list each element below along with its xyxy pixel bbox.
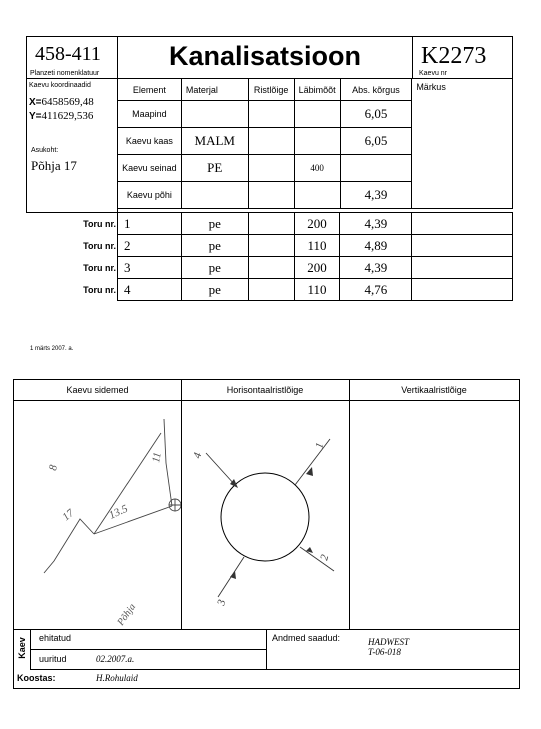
sketch-label-13-5: 13.5 [107,502,130,522]
diagram-col-divider [349,380,350,629]
built-row [30,629,267,650]
sketch-label-street: Põhja [115,601,139,628]
date-note: 1 märts 2007. a. [30,346,74,352]
map-code-label: Planzeti nomenklatuur [30,70,100,77]
element-height: 4,39 [340,182,412,209]
pipe-label: Toru nr. [83,241,116,251]
col-cross-section: Ristlõige [248,79,294,101]
pipe-material: pe [181,213,248,235]
arrow-icon [306,467,313,476]
sketch-line [44,519,94,573]
ties-sketch [14,401,181,631]
pipe-remarks [412,213,513,235]
element-height: 6,05 [340,128,412,155]
pipe-nr: 3 [118,257,182,279]
element-cross [248,101,294,128]
data-source-label: Andmed saadud: [272,633,341,643]
document-title: Kanalisatsioon [168,41,362,71]
pipe-diameter: 110 [294,235,340,257]
pipe-diameter: 200 [294,257,340,279]
element-height [340,155,412,182]
element-cross [248,128,294,155]
pipe-material: pe [181,235,248,257]
element-cross [248,182,294,209]
y-coordinate [29,110,93,122]
x-coordinate [29,96,94,108]
pipe-height: 4,39 [340,213,412,235]
compiled-row [14,669,520,687]
col-element: Element [118,79,182,101]
pipe-label: Toru nr. [83,263,116,273]
side-label-box [14,629,31,669]
pipe-num-2: 2 [318,553,332,562]
pipe-material: pe [181,279,248,301]
pipe-cross [248,235,294,257]
col-vertical-title: Vertikaalristlõige [401,385,467,395]
y-label: Y= [29,111,42,122]
pipe-num-1: 1 [313,441,327,450]
element-name: Kaevu seinad [118,155,182,182]
horizontal-section [182,401,349,631]
col-remarks: Märkus [412,79,513,209]
sketch-line [94,506,172,534]
table-row [118,257,513,279]
element-material: PE [181,155,248,182]
x-value: 6458569,48 [41,96,94,108]
col-abs-height: Abs. kõrgus [340,79,412,101]
sketch-label-8: 8 [47,464,60,472]
element-diameter: 400 [294,155,340,182]
title-box [117,36,413,79]
elements-table [117,78,513,209]
diagram-frame [13,379,520,630]
coordinates-box [26,78,118,213]
footer-block [13,629,520,689]
element-name: Kaevu kaas [118,128,182,155]
pipe-label: Toru nr. [83,285,116,295]
location-value: Põhja 17 [31,158,77,173]
data-source-box [266,629,520,670]
col-diameter: Läbimõõt [294,79,340,101]
col-horizontal-title: Horisontaalristlõige [226,385,304,395]
well-id: K2273 [421,43,487,69]
built-label: ehitatud [39,633,72,643]
table-row [118,213,513,235]
y-value: 411629,536 [41,110,94,122]
pipe-label: Toru nr. [83,219,116,229]
pipe-cross [248,279,294,301]
pipe-remarks [412,279,513,301]
sketch-label-17: 17 [60,507,77,524]
surveyed-value: 02.2007.a. [96,654,135,664]
location-label: Asukoht: [31,147,59,154]
pipe-material: pe [181,257,248,279]
pipe-cross [248,213,294,235]
compiled-label: Koostas: [17,673,56,683]
element-material [181,182,248,209]
pipe-nr: 2 [118,235,182,257]
map-code: 458-411 [35,43,101,65]
pipe-labels [40,213,116,301]
pipe-diameter: 200 [294,213,340,235]
x-label: X= [29,97,42,108]
well-id-box [412,36,513,79]
surveyed-row [30,649,267,670]
compiled-value: H.Rohulaid [96,673,138,683]
pipe-cross [248,257,294,279]
element-cross [248,155,294,182]
coords-label: Kaevu koordinaadid [29,82,91,89]
element-name: Maapind [118,101,182,128]
pipe-diameter: 110 [294,279,340,301]
pipe-num-4: 4 [191,451,205,460]
pipe-line [206,453,235,485]
col-links-title: Kaevu sidemed [66,385,129,395]
well-id-label: Kaevu nr [419,70,448,77]
element-diameter [294,101,340,128]
side-label: Kaev [17,637,27,659]
pipe-height: 4,76 [340,279,412,301]
well-circle [221,473,309,561]
element-material [181,101,248,128]
pipe-height: 4,39 [340,257,412,279]
sketch-line [94,433,161,534]
pipes-table [117,212,513,301]
pipe-num-3: 3 [215,598,229,607]
sketch-label-11: 11 [150,451,164,464]
pipe-remarks [412,257,513,279]
element-name: Kaevu põhi [118,182,182,209]
pipe-nr: 1 [118,213,182,235]
pipe-nr: 4 [118,279,182,301]
element-diameter [294,128,340,155]
table-header-row [118,79,513,101]
col-material: Materjal [181,79,248,101]
element-diameter [294,182,340,209]
element-material: MALM [181,128,248,155]
element-height: 6,05 [340,101,412,128]
pipe-remarks [412,235,513,257]
surveyed-label: uuritud [39,654,67,664]
header-code-box [26,36,118,79]
pipe-height: 4,89 [340,235,412,257]
sketch-line [164,419,172,506]
table-row [118,235,513,257]
data-source-value-2: T-06-018 [368,647,401,657]
table-row [118,279,513,301]
data-source-value-1: HADWEST [368,637,409,647]
